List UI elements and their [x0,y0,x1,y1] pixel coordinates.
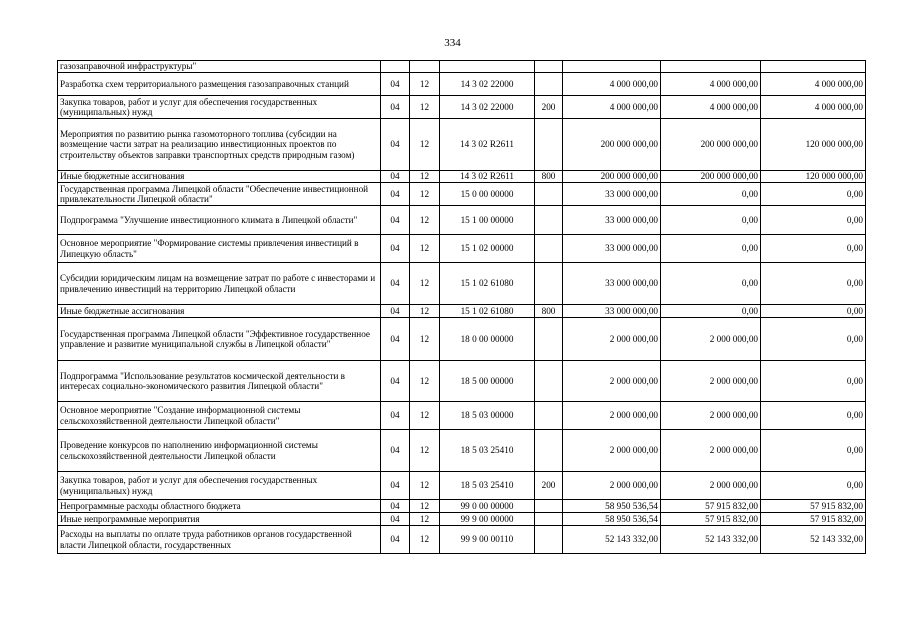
amount-year2-cell: 0,00 [661,183,761,206]
section-code-cell: 04 [381,305,410,318]
subsection-code-cell: 12 [410,96,440,119]
section-code-cell: 04 [381,73,410,96]
subsection-code-cell: 12 [410,206,440,235]
amount-year1-cell: 2 000 000,00 [563,402,661,430]
subsection-code-cell: 12 [410,183,440,206]
target-article-cell [440,61,535,73]
section-code-cell: 04 [381,513,410,526]
target-article-cell: 15 1 02 00000 [440,235,535,263]
amount-year3-cell: 0,00 [761,318,866,361]
target-article-cell: 18 5 03 00000 [440,402,535,430]
row-name-cell: Основное мероприятие "Формирование системы привлечения инвестиций в Липецкую область" [58,235,381,263]
row-name-cell: газозаправочной инфраструктуры" [58,61,381,73]
amount-year3-cell: 57 915 832,00 [761,513,866,526]
amount-year2-cell: 0,00 [661,305,761,318]
amount-year3-cell: 0,00 [761,361,866,402]
target-article-cell: 15 1 00 00000 [440,206,535,235]
target-article-cell: 14 3 02 R2611 [440,119,535,171]
table-row [58,402,866,430]
expense-type-cell: 200 [535,472,563,500]
amount-year1-cell: 33 000 000,00 [563,263,661,305]
expense-type-cell: 800 [535,305,563,318]
expense-type-cell [535,500,563,513]
amount-year2-cell: 2 000 000,00 [661,430,761,472]
table-row [58,206,866,235]
expense-type-cell: 200 [535,96,563,119]
target-article-cell: 18 5 03 25410 [440,430,535,472]
amount-year3-cell: 0,00 [761,235,866,263]
amount-year2-cell: 2 000 000,00 [661,472,761,500]
subsection-code-cell: 12 [410,526,440,554]
row-name-cell: Разработка схем территориального размещения газозаправочных станций [58,73,381,96]
target-article-cell: 14 3 02 R2611 [440,171,535,183]
table-row [58,119,866,171]
table-row [58,500,866,513]
row-name-cell: Проведение конкурсов по наполнению информационной системы сельскохозяйственной деятельности Липецкой области [58,430,381,472]
row-name-cell: Государственная программа Липецкой области "Обеспечение инвестиционной привлекательности Липецкой области" [58,183,381,206]
target-article-cell: 14 3 02 22000 [440,96,535,119]
amount-year3-cell: 0,00 [761,430,866,472]
row-name-cell: Подпрограмма "Использование результатов космической деятельности в интересах социально-экономического развития Липецкой области" [58,361,381,402]
amount-year1-cell: 2 000 000,00 [563,318,661,361]
table-row [58,235,866,263]
amount-year1-cell: 33 000 000,00 [563,305,661,318]
subsection-code-cell: 12 [410,318,440,361]
table-row [58,526,866,554]
row-name-cell: Мероприятия по развитию рынка газомоторного топлива (субсидии на возмещение части затрат на реализацию инвестиционных проектов по строительству объектов заправки транспортных средств природным газом) [58,119,381,171]
section-code-cell: 04 [381,263,410,305]
row-name-cell: Основное мероприятие "Создание информационной системы сельскохозяйственной деятельности Липецкой области" [58,402,381,430]
amount-year1-cell: 2 000 000,00 [563,361,661,402]
subsection-code-cell: 12 [410,361,440,402]
subsection-code-cell: 12 [410,513,440,526]
target-article-cell: 99 9 00 00110 [440,526,535,554]
table-row [58,361,866,402]
section-code-cell: 04 [381,119,410,171]
table-row [58,183,866,206]
section-code-cell: 04 [381,526,410,554]
amount-year3-cell: 0,00 [761,472,866,500]
section-code-cell: 04 [381,430,410,472]
amount-year3-cell: 0,00 [761,263,866,305]
amount-year2-cell [661,61,761,73]
page-number: 334 [444,37,461,49]
subsection-code-cell: 12 [410,171,440,183]
expense-type-cell: 800 [535,171,563,183]
section-code-cell: 04 [381,171,410,183]
row-name-cell: Расходы на выплаты по оплате труда работников органов государственной власти Липецкой области, государственных [58,526,381,554]
section-code-cell [381,61,410,73]
subsection-code-cell: 12 [410,73,440,96]
amount-year3-cell: 0,00 [761,183,866,206]
amount-year2-cell: 200 000 000,00 [661,171,761,183]
amount-year2-cell: 0,00 [661,263,761,305]
amount-year3-cell: 0,00 [761,402,866,430]
amount-year1-cell: 200 000 000,00 [563,171,661,183]
amount-year2-cell: 57 915 832,00 [661,500,761,513]
table-row [58,305,866,318]
section-code-cell: 04 [381,318,410,361]
expense-type-cell [535,263,563,305]
expense-type-cell [535,73,563,96]
table-row [58,263,866,305]
row-name-cell: Иные непрограммные мероприятия [58,513,381,526]
section-code-cell: 04 [381,206,410,235]
amount-year3-cell: 0,00 [761,305,866,318]
table-row [58,318,866,361]
amount-year2-cell: 2 000 000,00 [661,318,761,361]
row-name-cell: Закупка товаров, работ и услуг для обеспечения государственных (муниципальных) нужд [58,472,381,500]
table-row [58,430,866,472]
amount-year2-cell: 52 143 332,00 [661,526,761,554]
amount-year1-cell: 33 000 000,00 [563,235,661,263]
amount-year2-cell: 0,00 [661,206,761,235]
amount-year1-cell: 33 000 000,00 [563,183,661,206]
target-article-cell: 15 1 02 61080 [440,263,535,305]
target-article-cell: 18 5 03 25410 [440,472,535,500]
subsection-code-cell: 12 [410,402,440,430]
amount-year3-cell: 4 000 000,00 [761,73,866,96]
section-code-cell: 04 [381,235,410,263]
amount-year3-cell: 57 915 832,00 [761,500,866,513]
expense-type-cell [535,402,563,430]
subsection-code-cell: 12 [410,472,440,500]
amount-year2-cell: 0,00 [661,235,761,263]
target-article-cell: 18 5 00 00000 [440,361,535,402]
row-name-cell: Иные бюджетные ассигнования [58,171,381,183]
expense-type-cell [535,318,563,361]
amount-year3-cell: 120 000 000,00 [761,119,866,171]
table-row [58,171,866,183]
expense-type-cell [535,183,563,206]
amount-year2-cell: 200 000 000,00 [661,119,761,171]
amount-year3-cell: 0,00 [761,206,866,235]
target-article-cell: 14 3 02 22000 [440,73,535,96]
amount-year2-cell: 2 000 000,00 [661,402,761,430]
amount-year1-cell: 2 000 000,00 [563,472,661,500]
expense-type-cell [535,206,563,235]
subsection-code-cell: 12 [410,263,440,305]
table-row [58,472,866,500]
subsection-code-cell: 12 [410,119,440,171]
row-name-cell: Государственная программа Липецкой области "Эффективное государственное управление и развитие муниципальной службы в Липецкой области" [58,318,381,361]
amount-year1-cell: 4 000 000,00 [563,73,661,96]
row-name-cell: Закупка товаров, работ и услуг для обеспечения государственных (муниципальных) нужд [58,96,381,119]
expense-type-cell [535,235,563,263]
expense-type-cell [535,61,563,73]
target-article-cell: 15 0 00 00000 [440,183,535,206]
amount-year1-cell: 200 000 000,00 [563,119,661,171]
subsection-code-cell: 12 [410,305,440,318]
amount-year1-cell: 52 143 332,00 [563,526,661,554]
amount-year1-cell: 58 950 536,54 [563,500,661,513]
amount-year1-cell: 33 000 000,00 [563,206,661,235]
target-article-cell: 18 0 00 00000 [440,318,535,361]
amount-year2-cell: 4 000 000,00 [661,96,761,119]
target-article-cell: 99 0 00 00000 [440,500,535,513]
expense-type-cell [535,430,563,472]
section-code-cell: 04 [381,472,410,500]
amount-year3-cell [761,61,866,73]
table-row [58,513,866,526]
expense-type-cell [535,361,563,402]
expense-type-cell [535,526,563,554]
row-name-cell: Субсидии юридическим лицам на возмещение затрат по работе с инвесторами и привлечению инвестиций на территорию Липецкой области [58,263,381,305]
amount-year1-cell: 4 000 000,00 [563,96,661,119]
amount-year1-cell: 2 000 000,00 [563,430,661,472]
table-row [58,61,866,73]
table-row [58,73,866,96]
table-row [58,96,866,119]
budget-table [57,60,866,554]
amount-year1-cell [563,61,661,73]
amount-year3-cell: 52 143 332,00 [761,526,866,554]
section-code-cell: 04 [381,96,410,119]
expense-type-cell [535,513,563,526]
row-name-cell: Непрограммные расходы областного бюджета [58,500,381,513]
amount-year3-cell: 4 000 000,00 [761,96,866,119]
amount-year3-cell: 120 000 000,00 [761,171,866,183]
amount-year2-cell: 57 915 832,00 [661,513,761,526]
section-code-cell: 04 [381,500,410,513]
row-name-cell: Иные бюджетные ассигнования [58,305,381,318]
subsection-code-cell: 12 [410,430,440,472]
subsection-code-cell [410,61,440,73]
target-article-cell: 15 1 02 61080 [440,305,535,318]
amount-year2-cell: 4 000 000,00 [661,73,761,96]
amount-year2-cell: 2 000 000,00 [661,361,761,402]
row-name-cell: Подпрограмма "Улучшение инвестиционного климата в Липецкой области" [58,206,381,235]
expense-type-cell [535,119,563,171]
target-article-cell: 99 9 00 00000 [440,513,535,526]
subsection-code-cell: 12 [410,235,440,263]
amount-year1-cell: 58 950 536,54 [563,513,661,526]
subsection-code-cell: 12 [410,500,440,513]
section-code-cell: 04 [381,361,410,402]
section-code-cell: 04 [381,402,410,430]
section-code-cell: 04 [381,183,410,206]
budget-table-body [58,61,866,554]
